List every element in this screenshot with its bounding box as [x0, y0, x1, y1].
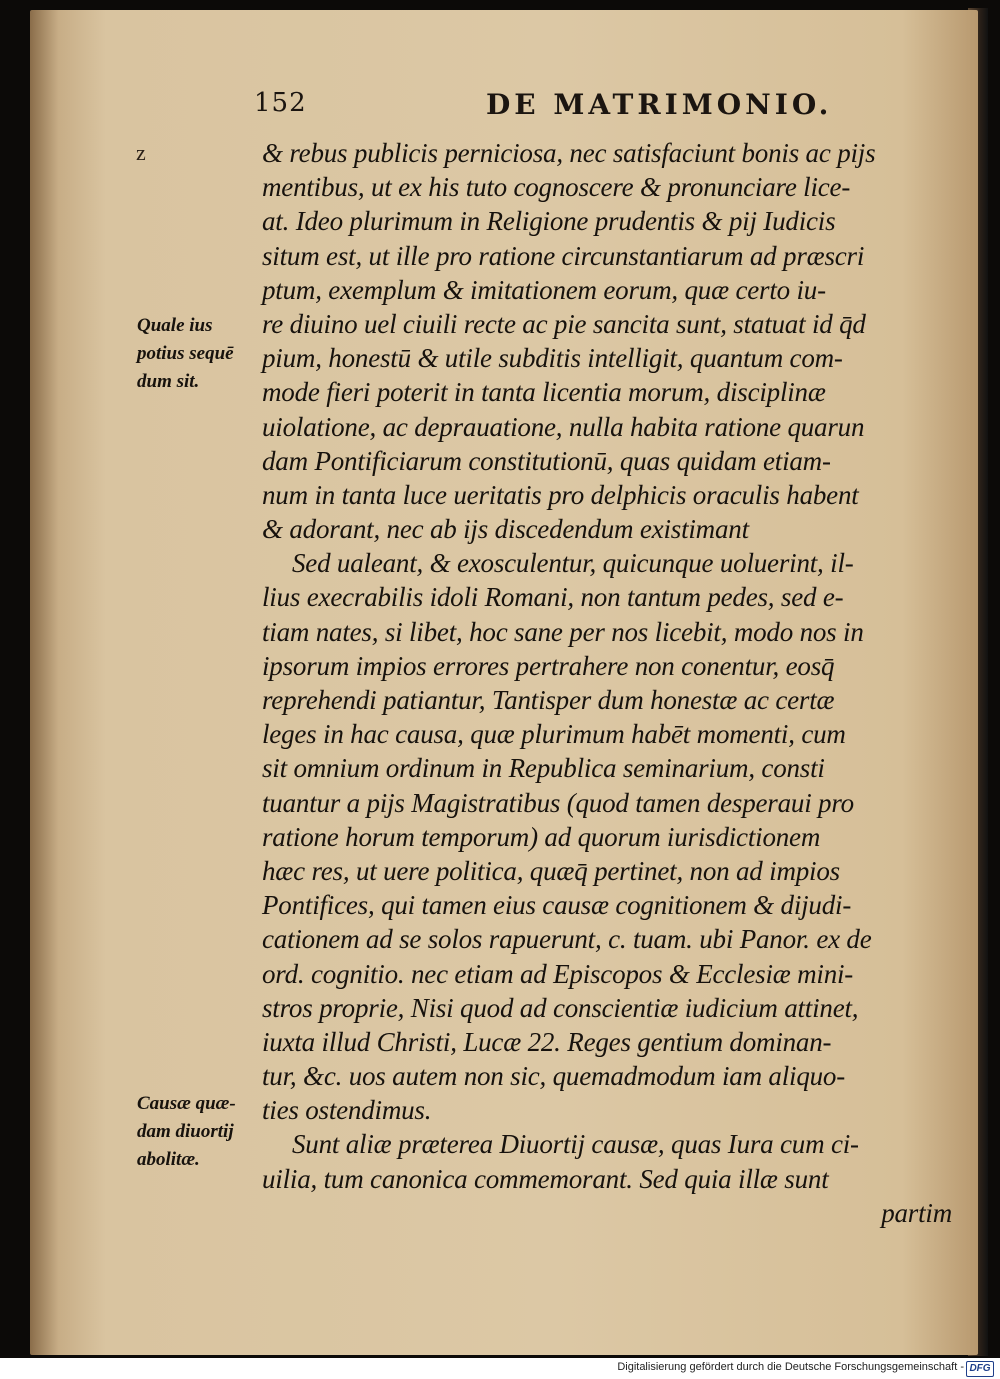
margin-mark: z [136, 140, 146, 165]
text-line: at. Ideo plurimum in Religione prudentis & pij Iudicis [262, 206, 836, 237]
text-line: uilia, tum canonica commemorant. Sed quia illæ sunt [262, 1163, 829, 1194]
text-line: ipsorum impios errores pertrahere non conentur, eosq̄ [262, 650, 835, 681]
margin-note-quale-ius [137, 312, 262, 396]
margin-note-line: dam diuortij [137, 1121, 234, 1142]
text-line: Pontifices, qui tamen eius causæ cognitionem & dijudi- [262, 890, 852, 921]
text-line: leges in hac causa, quæ plurimum habēt momenti, cum [262, 719, 846, 750]
text-line: dam Pontificiarum constitutionū, quas quidam etiam- [262, 445, 831, 476]
footer [0, 1358, 1000, 1379]
text-line: lius execrabilis idoli Romani, non tantum pedes, sed e- [262, 582, 844, 613]
text-line: & rebus publicis perniciosa, nec satisfaciunt bonis ac pijs [262, 138, 876, 168]
margin-note-causae-diuortij [137, 1090, 262, 1174]
dfg-logo: DFG [966, 1361, 994, 1377]
text-line: tuantur a pijs Magistratibus (quod tamen desperaui pro [262, 787, 854, 818]
page-number: 152 [254, 88, 307, 118]
funding-credit: Digitalisierung gefördert durch die Deutsche Forschungsgemeinschaft - [617, 1361, 964, 1373]
text-line: reprehendi patiantur, Tantisper dum honestæ ac certæ [262, 685, 835, 715]
catchword: partim [881, 1197, 952, 1228]
text-line: re diuino uel ciuili recte ac pie sancita sunt, statuat id q̄d [262, 308, 866, 339]
text-line: situm est, ut ille pro ratione circunstantiarum ad præscri [262, 240, 865, 271]
running-title: DE MATRIMONIO. [486, 88, 833, 121]
text-line: ord. cognitio. nec etiam ad Episcopos & Ecclesiæ mini- [262, 958, 854, 989]
text-line: stros proprie, Nisi quod ad conscientiæ iudicium attinet, [262, 992, 859, 1023]
text-line: hæc res, ut uere politica, quæq̄ pertinet, non ad impios [262, 855, 840, 886]
text-line: tur, &c. uos autem non sic, quemadmodum iam aliquo- [262, 1061, 846, 1092]
text-line: num in tanta luce ueritatis pro delphicis oraculis habent [262, 479, 859, 510]
margin-note-line: dum sit. [137, 371, 200, 392]
text-line: pium, honestū & utile subditis intelligit, quantum com- [262, 343, 843, 374]
text-line: uiolatione, ac deprauatione, nulla habita ratione quarun [262, 411, 865, 442]
text-line: iuxta illud Christi, Lucæ 22. Reges gentium dominan- [262, 1026, 832, 1057]
margin-note-line: potius sequē [137, 343, 234, 364]
margin-note-line: Quale ius [137, 315, 213, 336]
text-line: cationem ad se solos rapuerunt, c. tuam. ubi Panor. ex de [262, 924, 872, 955]
margin-note-line: Causæ quæ- [137, 1093, 236, 1114]
page-header [0, 80, 1000, 130]
text-line: Sed ualeant, & exosculentur, quicunque uoluerint, il- [292, 548, 854, 579]
text-line: sit omnium ordinum in Republica seminarium, consti [262, 753, 825, 784]
text-line: Sunt aliæ præterea Diuortij causæ, quas Iura cum ci- [292, 1129, 859, 1160]
text-line: ratione horum temporum) ad quorum iurisdictionem [262, 821, 821, 852]
text-line: & adorant, nec ab ijs discedendum existimant [262, 514, 749, 545]
margin-note-line: abolitæ. [137, 1149, 200, 1170]
body-text [262, 136, 952, 1230]
text-line: tiam nates, si libet, hoc sane per nos licebit, modo nos in [262, 616, 864, 647]
text-line: mode fieri poterit in tanta licentia morum, disciplinæ [262, 377, 826, 408]
text-line: ties ostendimus. [262, 1095, 432, 1126]
text-line: ptum, exemplum & imitationem eorum, quæ certo iu- [262, 274, 826, 305]
text-line: mentibus, ut ex his tuto cognoscere & pronunciare lice- [262, 172, 851, 203]
